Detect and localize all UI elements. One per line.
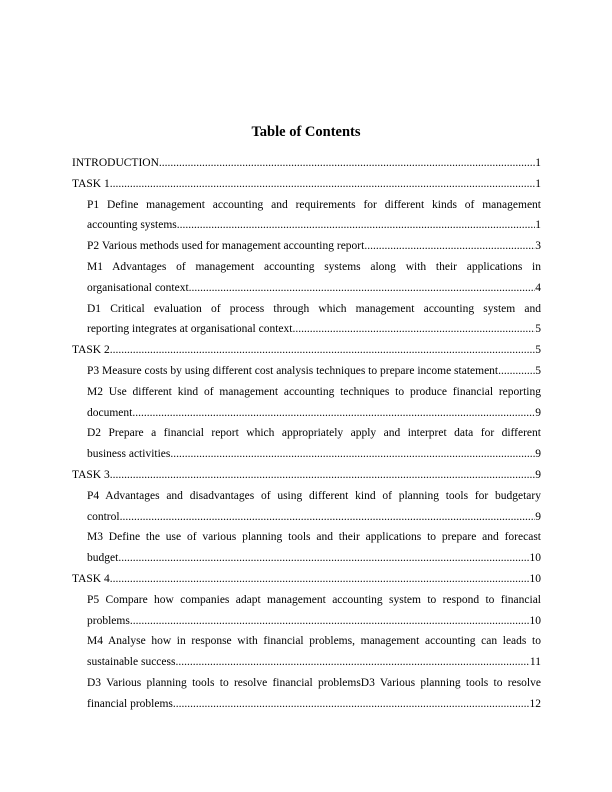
- toc-page-number: 11: [529, 656, 541, 669]
- toc-entry-text-line1: M4 Analyse how in response with financial problems, management accounting can leads to: [87, 635, 541, 648]
- dot-leader: [110, 340, 536, 361]
- dot-leader: [170, 444, 535, 465]
- dot-leader: [189, 278, 536, 299]
- toc-entry-text: organisational context: [87, 281, 189, 294]
- toc-page-number: 1: [535, 157, 541, 169]
- toc-entry-text-line1: M3 Define the use of various planning tools and their applications to prepare and forecast: [87, 531, 541, 544]
- dot-leader: [110, 569, 530, 590]
- dot-leader: [292, 319, 535, 340]
- toc-entry-d1[interactable]: [72, 299, 541, 341]
- toc-page-number: 5: [535, 364, 541, 377]
- toc-entry-text-line1: P5 Compare how companies adapt management accounting system to respond to financial: [87, 593, 541, 606]
- toc-entry-text: accounting systems: [87, 219, 177, 232]
- dot-leader: [132, 403, 535, 424]
- toc-entry-text-line1: M1 Advantages of management accounting systems along with their applications in: [87, 260, 541, 273]
- toc-entry-text-line1: D3 Various planning tools to resolve financial problemsD3 Various planning tools to resolve: [87, 676, 541, 689]
- dot-leader: [177, 215, 536, 236]
- toc-entry-text: TASK 3: [72, 468, 110, 481]
- toc-entry-task-1[interactable]: [72, 174, 541, 195]
- toc-page-number: 9: [535, 448, 541, 461]
- dot-leader: [120, 507, 536, 528]
- toc-entry-p5[interactable]: [72, 590, 541, 632]
- toc-entry-m2[interactable]: [72, 382, 541, 424]
- toc-entry-text: financial problems: [87, 697, 173, 710]
- toc-entry-text: INTRODUCTION: [72, 157, 159, 169]
- toc-entry-text-line1: M2 Use different kind of management accounting techniques to produce financial reporting: [87, 385, 541, 398]
- dot-leader: [364, 236, 535, 257]
- toc-entry-text: control: [87, 510, 120, 523]
- toc-entry-text: TASK 4: [72, 572, 110, 585]
- table-of-contents: [72, 153, 541, 715]
- toc-entry-text: reporting integrates at organisational context: [87, 323, 293, 336]
- toc-entry-p4[interactable]: [72, 486, 541, 528]
- toc-page-number: 10: [529, 614, 541, 627]
- toc-page-number: 5: [535, 323, 541, 336]
- toc-page-number: 9: [535, 406, 541, 419]
- toc-entry-m4[interactable]: [72, 631, 541, 673]
- toc-entry-text: TASK 1: [72, 177, 110, 190]
- toc-entry-introduction[interactable]: [72, 153, 541, 174]
- toc-entry-task-2[interactable]: [72, 340, 541, 361]
- toc-page-number: 12: [529, 697, 541, 710]
- toc-entry-text-line1: P1 Define management accounting and requirements for different kinds of management: [87, 198, 541, 211]
- toc-entry-p3[interactable]: [72, 361, 541, 382]
- toc-page-number: 10: [529, 572, 541, 585]
- dot-leader: [498, 361, 535, 382]
- toc-entry-text: business activities: [87, 448, 171, 461]
- toc-page-number: 9: [535, 510, 541, 523]
- toc-entry-p1[interactable]: [72, 195, 541, 237]
- toc-entry-text-line1: D1 Critical evaluation of process through which management accounting system and: [87, 302, 541, 315]
- toc-page-number: 10: [529, 552, 541, 565]
- toc-entry-d2[interactable]: [72, 423, 541, 465]
- toc-entry-text: P3 Measure costs by using different cost analysis techniques to prepare income statement: [87, 364, 499, 377]
- toc-entry-p2[interactable]: [72, 236, 541, 257]
- dot-leader: [118, 548, 529, 569]
- toc-entry-text: problems: [87, 614, 130, 627]
- toc-entry-task-4[interactable]: [72, 569, 541, 590]
- toc-entry-task-3[interactable]: [72, 465, 541, 486]
- dot-leader: [175, 652, 529, 673]
- toc-title: Table of Contents: [251, 124, 361, 140]
- toc-entry-text: document: [87, 406, 133, 419]
- dot-leader: [173, 694, 530, 715]
- toc-entry-text: TASK 2: [72, 344, 110, 357]
- dot-leader: [110, 174, 536, 195]
- toc-page-number: 9: [535, 468, 541, 481]
- toc-page-number: 1: [535, 219, 541, 232]
- toc-entry-d3[interactable]: [72, 673, 541, 715]
- toc-entry-text: budget: [87, 552, 119, 565]
- toc-page-number: 3: [535, 240, 541, 253]
- toc-page-number: 4: [535, 281, 541, 294]
- toc-entry-m3[interactable]: [72, 527, 541, 569]
- toc-entry-text-line1: P4 Advantages and disadvantages of using different kind of planning tools for budgetary: [87, 489, 541, 502]
- toc-entry-text-line1: D2 Prepare a financial report which appropriately apply and interpret data for different: [87, 427, 541, 440]
- toc-entry-text: P2 Various methods used for management accounting report: [87, 240, 365, 253]
- dot-leader: [110, 465, 536, 486]
- dot-leader: [159, 153, 535, 174]
- toc-entry-m1[interactable]: [72, 257, 541, 299]
- dot-leader: [130, 611, 530, 632]
- toc-page-number: 1: [535, 177, 541, 190]
- toc-entry-text: sustainable success: [87, 656, 176, 669]
- toc-page-number: 5: [535, 344, 541, 357]
